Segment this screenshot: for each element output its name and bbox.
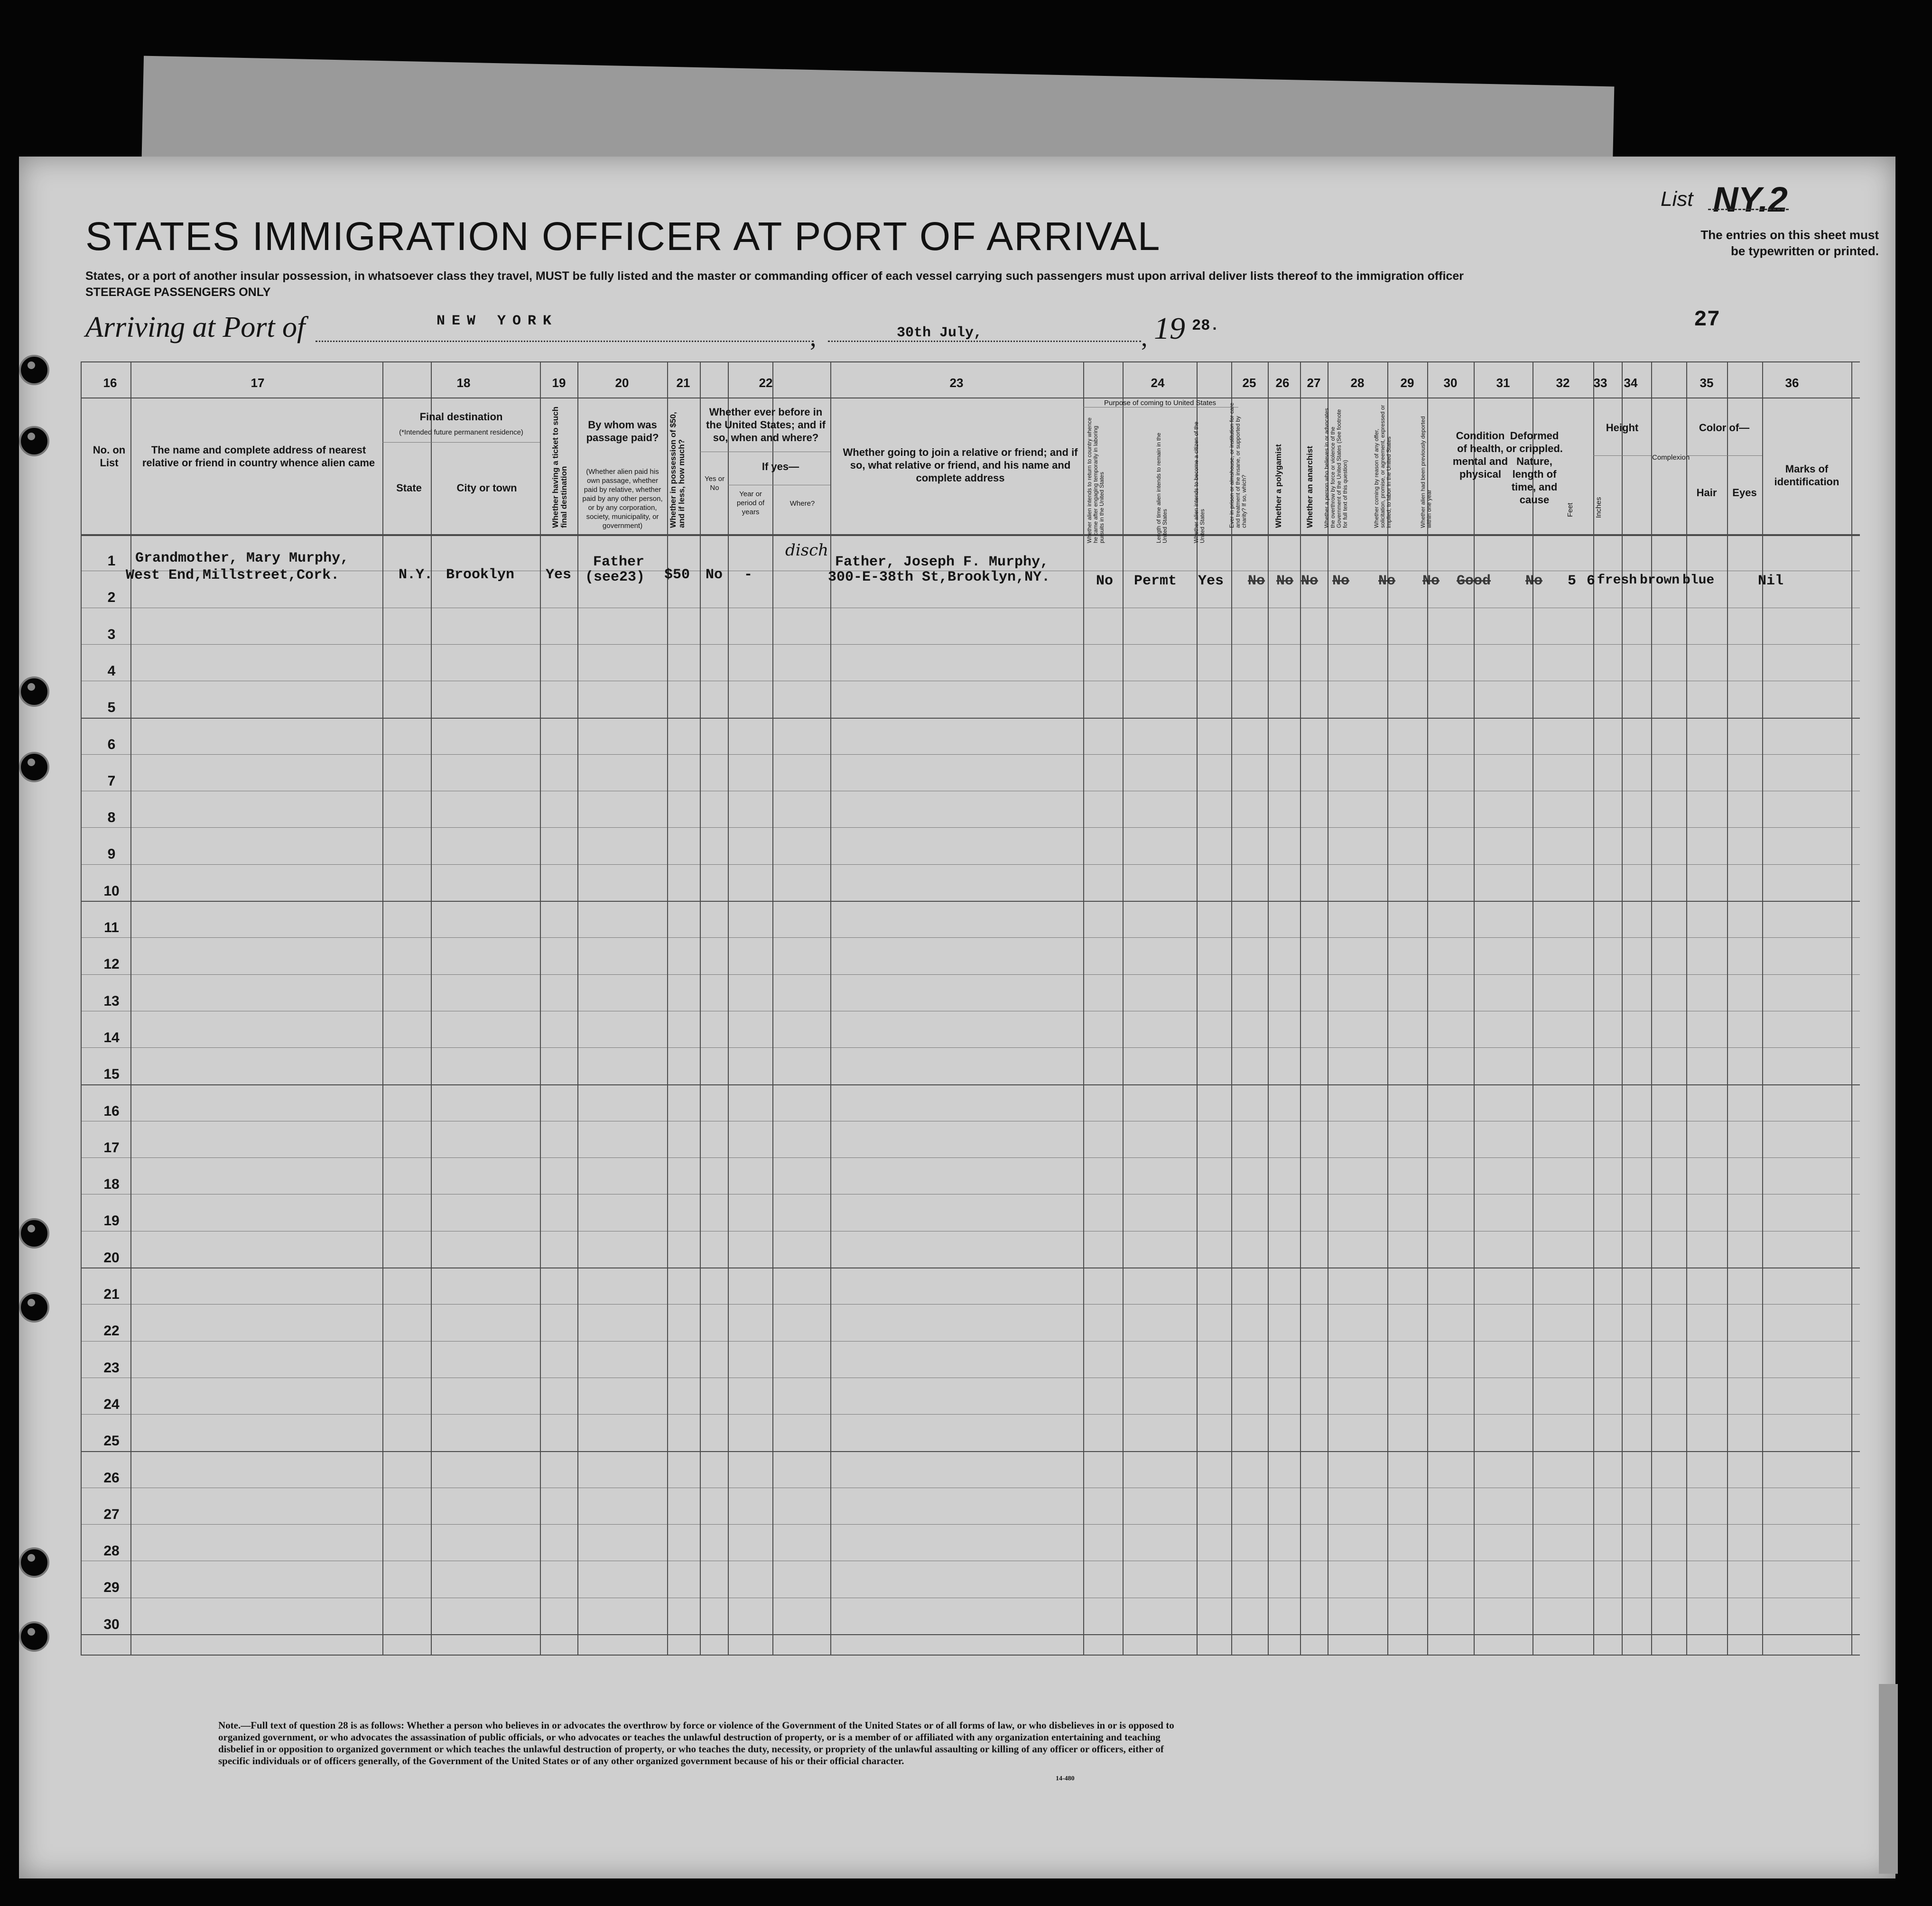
header-length-stay: Length of time alien intends to remain in the United States: [1155, 433, 1168, 543]
column-number: 35: [1700, 376, 1714, 390]
header-prison: Ever in prison or almshouse, or institution for care and treatment of the insane, or supported by charity? If so, which?: [1228, 402, 1247, 528]
row-number: 10: [103, 883, 120, 899]
before-in-us-value: No: [706, 567, 723, 583]
year-suffix: 28.: [1192, 317, 1219, 334]
table-rule: [728, 361, 729, 1655]
hair-value: brown: [1640, 573, 1680, 588]
length-value: Permt: [1134, 573, 1177, 589]
header-money: Whether in possession of $50, and if less, how much?: [669, 412, 686, 528]
table-rule: [700, 361, 701, 1655]
year-prefix: 19: [1154, 311, 1185, 346]
separator: ,: [1141, 323, 1148, 352]
header-citizen: Whether alien intends to become a citizen of the United States: [1193, 421, 1206, 543]
polygamist-value: No: [1276, 573, 1294, 589]
paid-by-line-2: (see23): [585, 569, 645, 585]
column-number: 29: [1400, 376, 1414, 390]
header-nearest-relative: The name and complete address of nearest relative or friend in country whence alien came: [142, 444, 375, 469]
column-number: 23: [949, 376, 964, 390]
separator: ,: [810, 323, 817, 352]
table-rule: [540, 361, 541, 1655]
sheet-edge: [1879, 1684, 1898, 1874]
row-number: 30: [103, 1616, 120, 1632]
typewrite-note-line: be typewritten or printed.: [1730, 244, 1879, 258]
join-line-1: Father, Joseph F. Murphy,: [835, 554, 1049, 570]
row-number: 19: [103, 1213, 120, 1229]
table-rule: [1300, 361, 1301, 1655]
header-health: Condition of health, mental and physical: [1452, 430, 1508, 480]
column-number: 20: [615, 376, 629, 390]
money-value: $50: [664, 567, 690, 583]
complexion-value: fresh: [1597, 573, 1637, 588]
table-rule: [81, 361, 82, 1655]
port-underline: [316, 341, 814, 342]
arriving-label: Arriving at Port of: [85, 311, 306, 343]
table-rule: [382, 361, 383, 1655]
row-number: 15: [103, 1066, 120, 1083]
anarchist-value: No: [1301, 573, 1319, 589]
table-rule: [1727, 361, 1728, 1655]
deported-value: No: [1422, 573, 1440, 589]
row-number: 6: [107, 736, 116, 752]
header-labor-offer: Whether coming by reason of any offer, solicitation, promise, or agreement, expressed or implied, to labor in the United States: [1373, 405, 1392, 528]
row-number: 12: [103, 956, 120, 972]
row-number: 4: [107, 663, 116, 679]
sheet-number: 27: [1694, 307, 1720, 332]
row-number: 3: [107, 626, 116, 642]
header-yes-no: Yes or No: [705, 475, 724, 492]
column-number: 17: [251, 376, 265, 390]
footnote: Note.—Full text of question 28 is as follows: Whether a person who believes in or advocates the overthrow by force or violence of the Government of the United States or of all forms of law, or who disbelieves in or is opposed to organized government, or who advocates the assassination of public officials, or who advocates or teaches the unlawful destruction of property, or is a member of or affiliated with any organization entertaining and teaching disbelief in or opposition to organized government or which teaches the unlawful destruction of property, or who teaches the duty, necessity, or propriety of the unlawful assaulting or killing of any officer or officers, either of specific individuals or of officers generally, of the Government of the United States or of any other organized government because of his or their official character.: [218, 1720, 1174, 1767]
row-number: 5: [107, 700, 116, 716]
header-final-destination: Final destination: [419, 411, 503, 423]
row-number: 2: [107, 590, 116, 606]
row-number: 18: [103, 1176, 120, 1193]
header-state: State: [396, 482, 422, 494]
list-number: NY.2: [1713, 180, 1788, 219]
list-label: List: [1661, 187, 1693, 211]
column-number: 30: [1443, 376, 1458, 390]
row-number: 14: [103, 1029, 120, 1046]
passenger-class: STEERAGE PASSENGERS ONLY: [85, 286, 271, 299]
table-rule: [1851, 361, 1852, 1655]
column-number: 16: [103, 376, 117, 390]
header-where: Where?: [790, 500, 815, 508]
punch-hole: [19, 1218, 49, 1249]
punch-hole: [19, 426, 49, 456]
column-number: 31: [1496, 376, 1510, 390]
return-value: No: [1096, 573, 1114, 589]
column-number: 36: [1785, 376, 1799, 390]
column-number: 22: [759, 376, 773, 390]
header-city: City or town: [456, 482, 517, 494]
row-number: 7: [107, 773, 116, 789]
table-rule: [1622, 361, 1623, 1655]
table-rule: [1474, 361, 1475, 1655]
destination-state: N.Y.: [399, 567, 433, 583]
header-color-of: Color of—: [1699, 422, 1750, 434]
table-rule: [1387, 361, 1388, 1655]
punch-hole: [19, 676, 49, 707]
height-feet: 5: [1568, 573, 1577, 589]
typewrite-note: [1613, 227, 1879, 259]
overthrow-value: No: [1332, 573, 1350, 589]
header-if-yes: If yes—: [762, 461, 799, 472]
column-number: 21: [676, 376, 690, 390]
table-rule: [1686, 455, 1762, 456]
header-ticket: Whether having a ticket to such final destination: [551, 407, 568, 528]
column-number: 33: [1593, 376, 1607, 390]
table-rule: [667, 361, 668, 1655]
column-number: 24: [1151, 376, 1165, 390]
list-underline: [1708, 209, 1789, 210]
row-number: 23: [103, 1360, 120, 1376]
table-rule: [1593, 455, 1651, 456]
column-number: 27: [1307, 376, 1321, 390]
citizen-value: Yes: [1198, 573, 1224, 589]
row-number: 13: [103, 993, 120, 1009]
table-rule: [1651, 361, 1652, 1655]
punch-hole: [19, 355, 49, 385]
header-marks: Marks of identification: [1774, 463, 1839, 488]
header-year: Year or period of years: [736, 490, 765, 516]
handwritten-annotation: disch: [785, 541, 829, 560]
table-rule: [81, 1655, 1860, 1656]
eyes-value: blue: [1682, 573, 1715, 588]
row-number: 17: [103, 1139, 120, 1156]
header-eyes: Eyes: [1732, 487, 1757, 499]
table-rule: [577, 361, 578, 1655]
table-rule: [431, 361, 432, 1655]
destination-city: Brooklyn: [446, 567, 515, 583]
header-final-destination-note: (*Intended future permanent residence): [399, 428, 523, 436]
header-deported: Whether alien had been previously deported within one year: [1420, 416, 1432, 528]
deformed-value: No: [1525, 573, 1543, 589]
header-passage-paid: By whom was passage paid?: [586, 419, 659, 444]
row-number: 11: [104, 920, 119, 935]
row-number: 24: [103, 1396, 120, 1412]
header-hair: Hair: [1696, 487, 1717, 499]
row-number: 27: [103, 1506, 120, 1522]
row-number: 1: [107, 553, 116, 569]
punch-hole: [19, 1621, 49, 1652]
table-rule: [382, 442, 540, 443]
header-anarchist: Whether an anarchist: [1305, 446, 1314, 528]
paid-by-line-1: Father: [593, 554, 645, 570]
column-number: 18: [456, 376, 471, 390]
header-polygamist: Whether a polygamist: [1274, 444, 1283, 528]
before-year-value: -: [744, 567, 753, 583]
table-rule: [1083, 361, 1084, 1655]
table-rule: [772, 361, 773, 1655]
labor-offer-value: No: [1378, 573, 1396, 589]
table-rule: [1231, 361, 1232, 1655]
punch-hole: [19, 1547, 49, 1578]
form-number: 14-480: [1056, 1775, 1075, 1782]
header-feet: Feet: [1566, 503, 1574, 518]
table-rule: [1123, 361, 1124, 1655]
table-rule: [1686, 361, 1687, 1655]
column-number: 25: [1242, 376, 1256, 390]
column-number: 19: [552, 376, 566, 390]
column-number: 32: [1556, 376, 1570, 390]
header-complexion: Complexion: [1652, 453, 1690, 462]
row-number: 9: [107, 846, 116, 862]
header-no-on-list: No. on List: [93, 444, 126, 469]
header-join-relative: Whether going to join a relative or friend; and if so, what relative or friend, and his name and complete address: [843, 446, 1078, 484]
row-number: 21: [103, 1286, 120, 1302]
date-underline: [828, 341, 1141, 342]
row-number: 16: [103, 1103, 120, 1119]
table-rule: [1593, 361, 1594, 1655]
row-number: 8: [107, 810, 116, 826]
health-value: Good: [1457, 573, 1491, 589]
column-number: 26: [1275, 376, 1290, 390]
header-return: Whether alien intends to return to country whence he came after engaging temporarily in laboring pursuits in the United States: [1086, 417, 1105, 543]
typewrite-note-line: The entries on this sheet must: [1700, 228, 1879, 242]
header-purpose: Purpose of coming to United States: [1104, 399, 1216, 407]
instructions-text: States, or a port of another insular possession, in whatsoever class they travel, MUST be fully listed and the master or commanding officer of each vessel carrying such passengers must upon arrival deliver lists thereof to the immigration officer: [85, 269, 1464, 283]
punch-hole: [19, 1292, 49, 1323]
ticket-value: Yes: [546, 567, 572, 583]
row-number: 20: [103, 1249, 120, 1266]
row-number: 29: [103, 1580, 120, 1596]
punch-hole: [19, 752, 49, 782]
relative-line-2: West End,Millstreet,Cork.: [126, 567, 340, 583]
column-number: 28: [1350, 376, 1365, 390]
header-inches: Inches: [1595, 497, 1603, 518]
row-number: 26: [103, 1470, 120, 1486]
prison-value: No: [1248, 573, 1265, 589]
table-rule: [1197, 361, 1198, 1655]
marks-value: Nil: [1758, 573, 1784, 589]
table-rule: [1427, 361, 1428, 1655]
row-number: 25: [103, 1433, 120, 1449]
table-rule: [830, 361, 831, 1655]
table-rule: [1762, 361, 1763, 1655]
table-rule: [1268, 361, 1269, 1655]
relative-line-1: Grandmother, Mary Murphy,: [135, 550, 349, 566]
join-line-2: 300-E-38th St,Brooklyn,NY.: [828, 569, 1050, 585]
page-title: STATES IMMIGRATION OFFICER AT PORT OF ARRIVAL: [85, 214, 1161, 259]
column-number: 34: [1624, 376, 1638, 390]
header-height: Height: [1606, 422, 1639, 434]
height-inches: 6: [1587, 573, 1596, 589]
row-number: 28: [103, 1543, 120, 1559]
header-passage-paid-note: (Whether alien paid his own passage, whether paid by relative, whether paid by any other person, or by any corporation, society, municipality, or government): [582, 468, 663, 530]
header-overthrow: Whether a person who believes in or advocates the overthrow by force or violence of the Government of the United States (See footnote for full text of this question): [1323, 408, 1348, 528]
header-deformed: Deformed or crippled. Nature, length of time, and cause: [1506, 430, 1563, 506]
header-before-in-us: Whether ever before in the United States; and if so, when and where?: [706, 406, 826, 444]
port-value: NEW YORK: [437, 313, 558, 329]
row-number: 22: [103, 1323, 120, 1339]
arrival-date: 30th July,: [897, 325, 983, 341]
